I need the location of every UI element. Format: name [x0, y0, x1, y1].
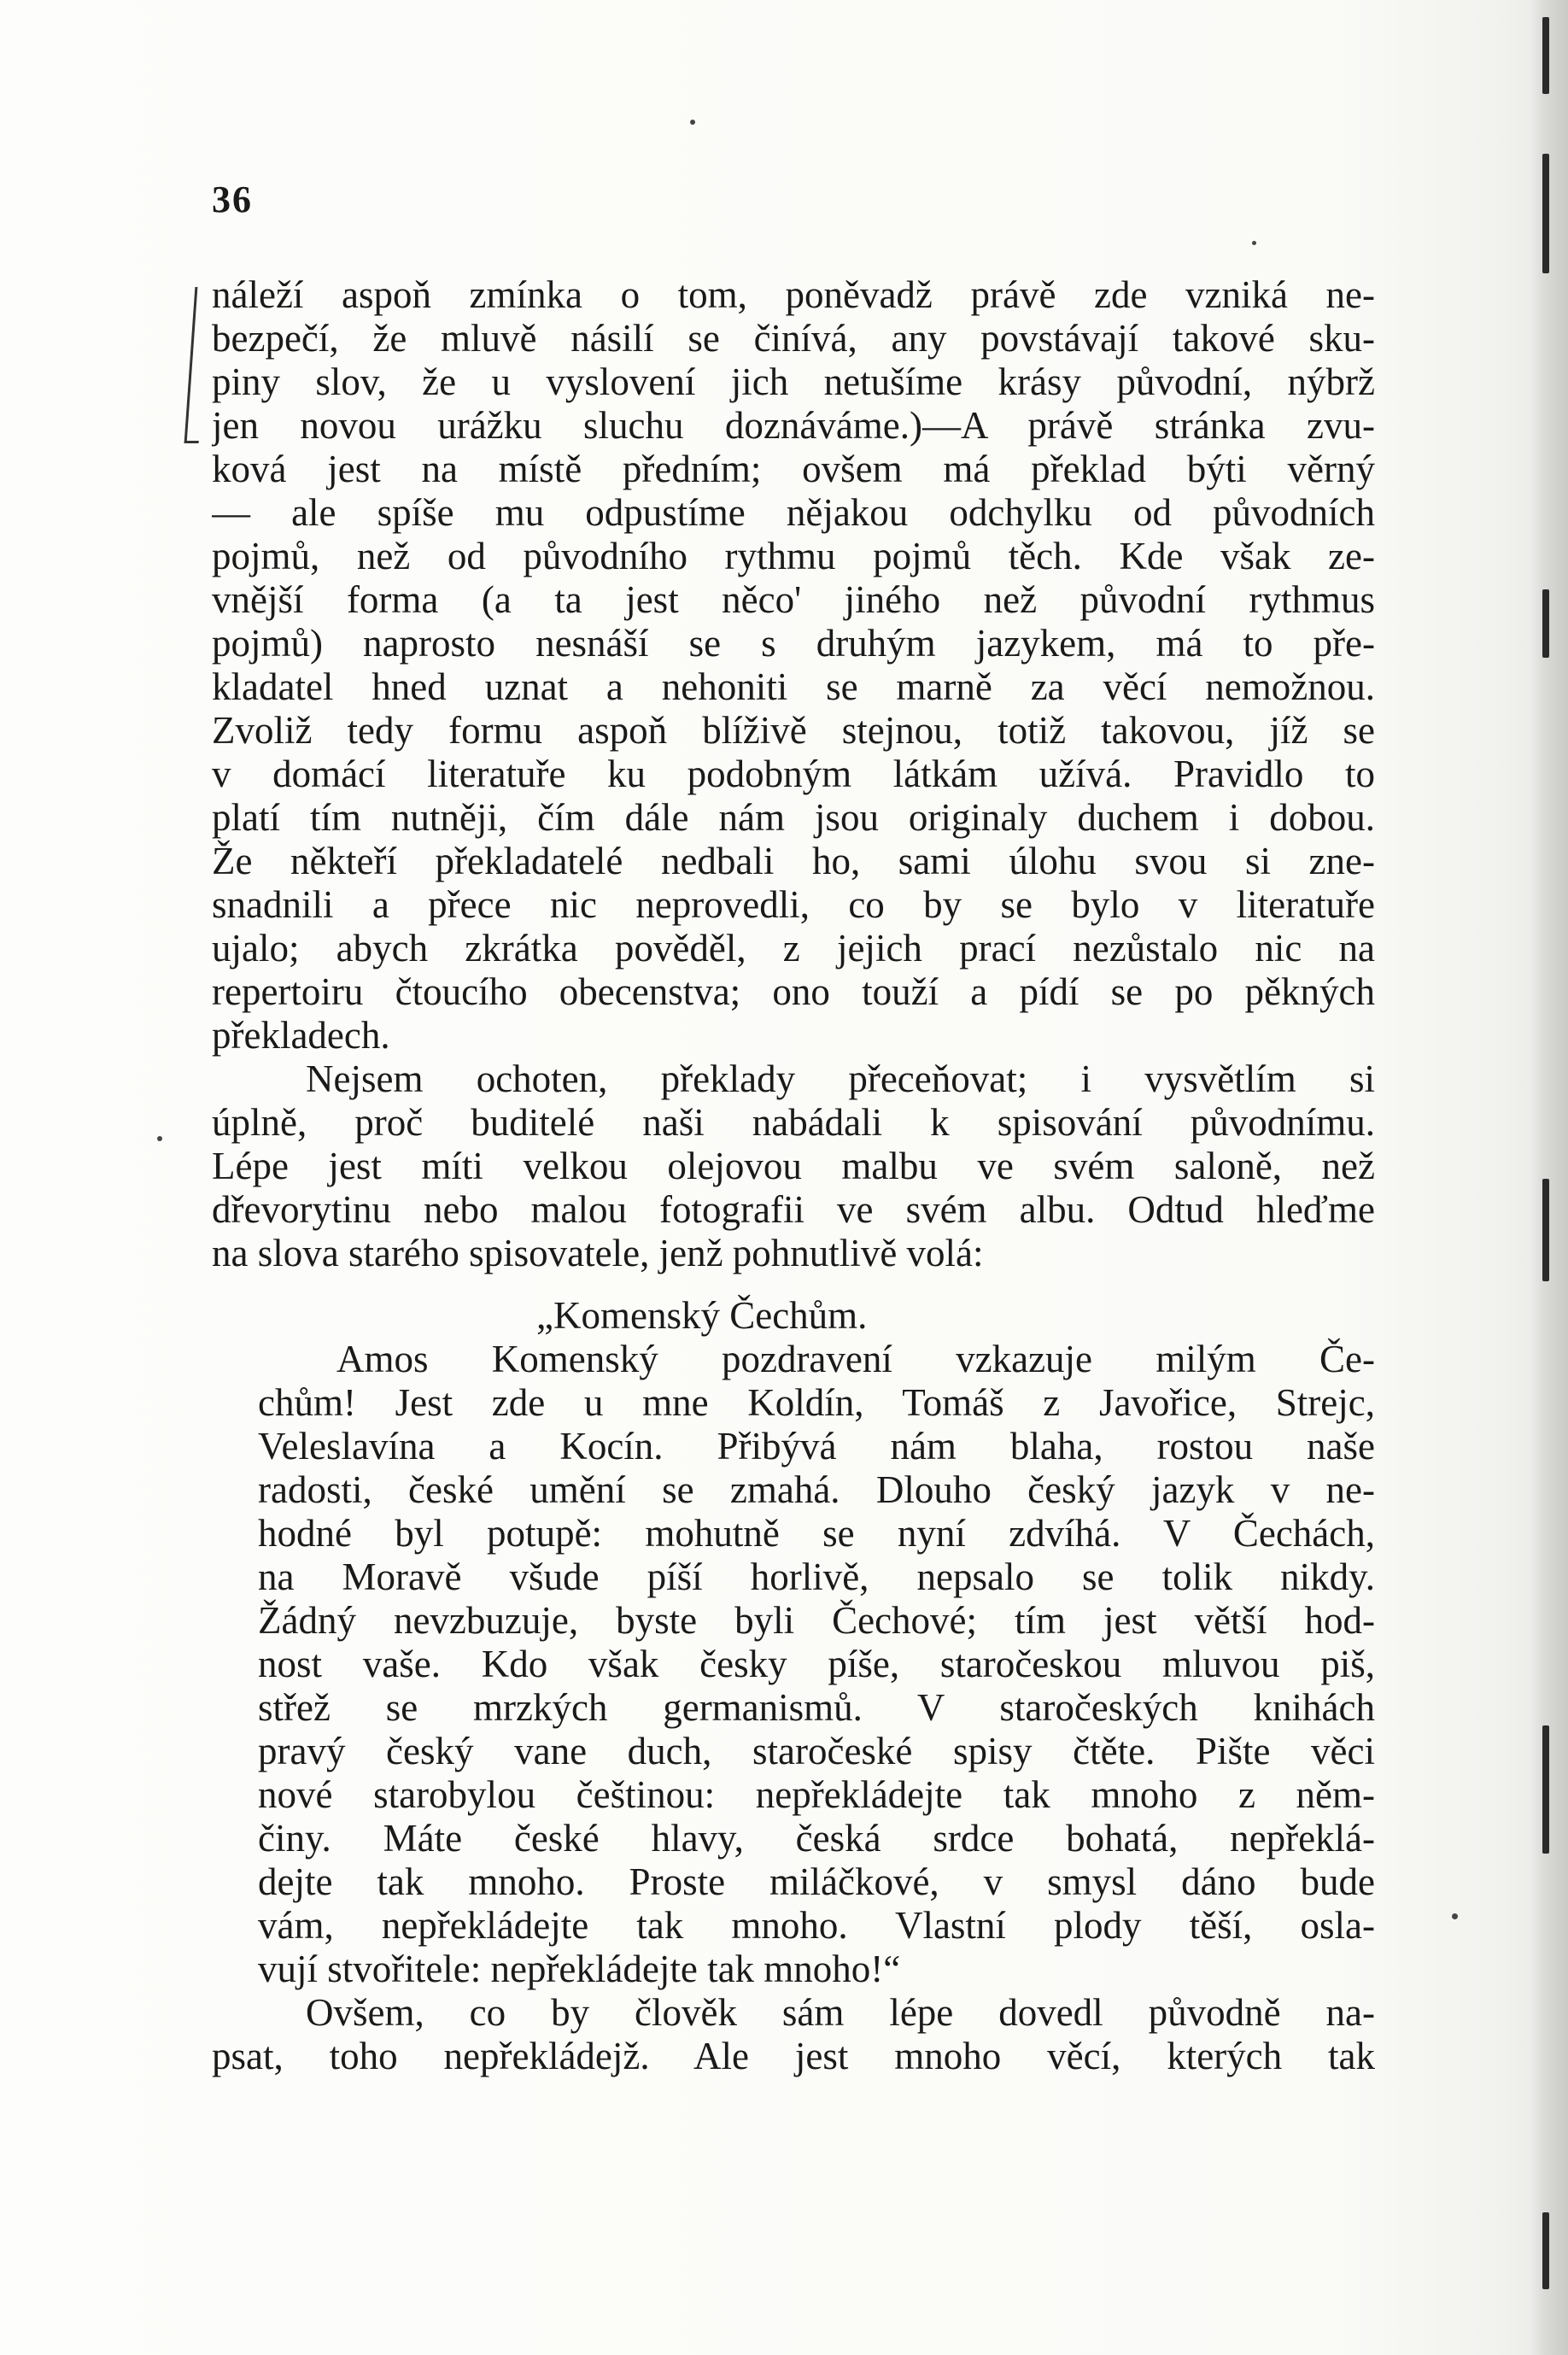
quote-line: dejte tak mnoho. Proste miláčkové, v smysl dáno bude [258, 1860, 1375, 1903]
quote-line: pravý český vane duch, staročeské spisy čtěte. Pište věci [258, 1730, 1375, 1772]
quote-line: vám, nepřekládejte tak mnoho. Vlastní plody těší, osla- [258, 1904, 1375, 1947]
text-line: repertoiru čtoucího obecenstva; ono touží a pídí se po pěkných [212, 970, 1375, 1013]
paper-speck [157, 1136, 162, 1141]
body-text [212, 273, 1375, 2078]
text-line: pojmů) naprosto nesnáší se s druhým jazykem, má to pře- [212, 622, 1375, 665]
text-line: Ovšem, co by člověk sám lépe dovedl původně na- [306, 1991, 1375, 2034]
text-line: — ale spíše mu odpustíme nějakou odchylku od původních [212, 491, 1375, 534]
quote-heading: „Komenský Čechům. [536, 1294, 868, 1337]
binding-stitch [1542, 154, 1549, 273]
text-line: Nejsem ochoten, překlady přeceňovat; i vysvětlím si [306, 1057, 1375, 1100]
quote-line: Amos Komenský pozdravení vzkazuje milým Če- [336, 1338, 1375, 1380]
binding-stitch [1542, 1179, 1549, 1281]
quote-line: vují stvořitele: nepřekládejte tak mnoho!“ [258, 1948, 901, 1990]
text-line: platí tím nutněji, čím dále nám jsou originaly duchem i dobou. [212, 796, 1375, 839]
text-line: náleží aspoň zmínka o tom, poněvadž právě zde vzniká ne- [212, 273, 1375, 316]
text-line: psat, toho nepřekládejž. Ale jest mnoho věcí, kterých tak [212, 2035, 1375, 2077]
text-line: pojmů, než od původního rythmu pojmů těch. Kde však ze- [212, 535, 1375, 577]
text-line: ková jest na místě předním; ovšem má překlad býti věrný [212, 448, 1375, 490]
text-line: Že někteří překladatelé nedbali ho, sami úlohu svou si zne- [212, 840, 1375, 882]
quote-line: chům! Jest zde u mne Koldín, Tomáš z Javořice, Strejc, [258, 1381, 1375, 1424]
text-line: piny slov, že u vyslovení jich netušíme krásy původní, nýbrž [212, 360, 1375, 403]
paper-speck [1452, 1913, 1458, 1919]
handwritten-bracket-mark [184, 287, 210, 443]
quote-line: střež se mrzkých germanismů. V staročeských knihách [258, 1686, 1375, 1729]
quote-line: Žádný nevzbuzuje, byste byli Čechové; tím jest větší hod- [258, 1599, 1375, 1642]
text-line: snadnili a přece nic neprovedli, co by se bylo v literatuře [212, 883, 1375, 926]
text-line: dřevorytinu nebo malou fotografii ve svém albu. Odtud hleďme [212, 1188, 1375, 1231]
binding-stitch [1542, 2212, 1549, 2289]
text-line: ujalo; abych zkrátka pověděl, z jejich prací nezůstalo nic na [212, 927, 1375, 970]
paper-speck [690, 120, 695, 125]
text-line: úplně, proč buditelé naši nabádali k spisování původnímu. [212, 1101, 1375, 1144]
quote-line: Veleslavína a Kocín. Přibývá nám blaha, rostou naše [258, 1425, 1375, 1467]
quote-line: činy. Máte české hlavy, česká srdce bohatá, nepřeklá- [258, 1817, 1375, 1860]
page-number: 36 [212, 179, 253, 220]
quote-line: radosti, české umění se zmahá. Dlouho český jazyk v ne- [258, 1468, 1375, 1511]
text-line: na slova starého spisovatele, jenž pohnutlivě volá: [212, 1232, 984, 1274]
binding-stitch [1542, 17, 1549, 94]
text-line: v domácí literatuře ku podobným látkám užívá. Pravidlo to [212, 753, 1375, 795]
text-line: bezpečí, že mluvě násilí se činívá, any povstávají takové sku- [212, 317, 1375, 360]
text-line: vnější forma (a ta jest něco' jiného než původní rythmus [212, 578, 1375, 621]
quote-line: nost vaše. Kdo však česky píše, staročeskou mluvou piš, [258, 1643, 1375, 1685]
quote-line: hodné byl potupě: mohutně se nyní zdvíhá. V Čechách, [258, 1512, 1375, 1555]
quote-line: na Moravě všude píší horlivě, nepsalo se tolik nikdy. [258, 1555, 1375, 1598]
text-line: kladatel hned uznat a nehoniti se marně za věcí nemožnou. [212, 665, 1375, 708]
text-line: Lépe jest míti velkou olejovou malbu ve svém saloně, než [212, 1145, 1375, 1187]
quote-line: nové starobylou češtinou: nepřekládejte tak mnoho z něm- [258, 1773, 1375, 1816]
binding-stitch [1542, 589, 1549, 658]
book-binding-edge [1530, 0, 1568, 2355]
binding-stitch [1542, 1725, 1549, 1854]
text-line: překladech. [212, 1014, 390, 1057]
paper-speck [1252, 241, 1256, 245]
text-line: jen novou urážku sluchu doznáváme.)—A právě stránka zvu- [212, 404, 1375, 447]
text-line: Zvoliž tedy formu aspoň blíživě stejnou, totiž takovou, jíž se [212, 709, 1375, 752]
